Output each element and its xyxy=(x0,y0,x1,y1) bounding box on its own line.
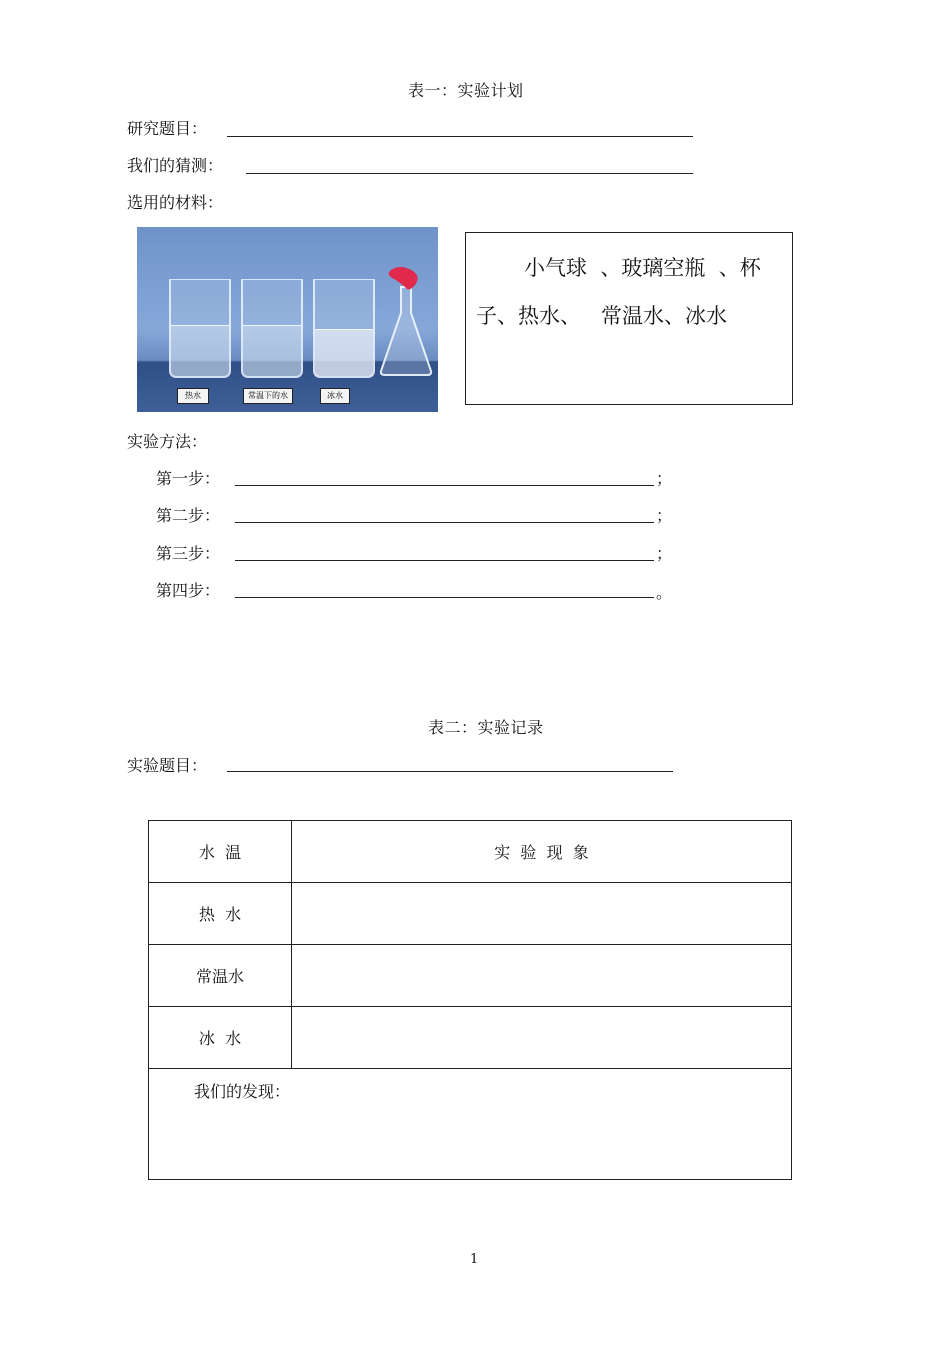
ice-water-glass xyxy=(313,279,375,378)
row-label-hot: 热 水 xyxy=(149,883,292,945)
step-3-end: ； xyxy=(656,544,673,563)
row-cell-room[interactable] xyxy=(292,945,792,1007)
row-cell-ice[interactable] xyxy=(292,1007,792,1069)
step-3-label: 第三步： xyxy=(156,544,221,563)
plan-title: 表一：实验计划 xyxy=(408,81,524,100)
record-table xyxy=(148,820,792,1180)
materials-photo xyxy=(137,227,438,412)
topic-label: 研究题目： xyxy=(127,119,208,138)
room-temp-water-glass xyxy=(241,279,303,378)
photo-tag-room: 常温下的水 xyxy=(243,388,293,404)
header-water-temp: 水 温 xyxy=(149,821,292,883)
hot-water-glass xyxy=(169,279,231,378)
record-topic-label: 实验题目： xyxy=(127,756,208,775)
record-title: 表二：实验记录 xyxy=(428,718,544,737)
topic-blank[interactable] xyxy=(227,136,693,137)
table-header-row xyxy=(149,821,792,883)
step-2-label: 第二步： xyxy=(156,506,221,525)
step-4-blank[interactable] xyxy=(235,597,654,598)
photo-tag-hot: 热水 xyxy=(177,388,209,404)
row-label-room: 常温水 xyxy=(149,945,292,1007)
findings-row xyxy=(149,1069,792,1180)
findings-label: 我们的发现： xyxy=(194,1082,291,1101)
step-4-end: 。 xyxy=(656,583,673,602)
table-row xyxy=(149,883,792,945)
row-label-ice: 冰 水 xyxy=(149,1007,292,1069)
row-cell-hot[interactable] xyxy=(292,883,792,945)
findings-cell[interactable] xyxy=(149,1069,792,1180)
photo-tag-ice: 冰水 xyxy=(320,388,350,404)
table-row xyxy=(149,945,792,1007)
materials-line-1: 小气球 、玻璃空瓶 、杯 xyxy=(524,256,761,280)
materials-box xyxy=(465,232,793,405)
table-row xyxy=(149,1007,792,1069)
guess-blank[interactable] xyxy=(246,173,693,174)
guess-label: 我们的猜测： xyxy=(127,156,224,175)
step-1-end: ； xyxy=(656,469,673,488)
step-4-label: 第四步： xyxy=(156,581,221,600)
step-2-blank[interactable] xyxy=(235,522,654,523)
step-1-blank[interactable] xyxy=(235,485,654,486)
header-phenomenon: 实 验 现 象 xyxy=(292,821,792,883)
materials-label: 选用的材料： xyxy=(127,193,224,212)
materials-line-2: 子、热水、 常温水、冰水 xyxy=(476,304,728,328)
step-2-end: ； xyxy=(656,506,673,525)
method-label: 实验方法： xyxy=(127,432,208,451)
page-number: 1 xyxy=(470,1252,479,1267)
record-topic-blank[interactable] xyxy=(227,771,673,772)
step-1-label: 第一步： xyxy=(156,469,221,488)
balloon-flask-icon xyxy=(377,265,435,377)
step-3-blank[interactable] xyxy=(235,560,654,561)
